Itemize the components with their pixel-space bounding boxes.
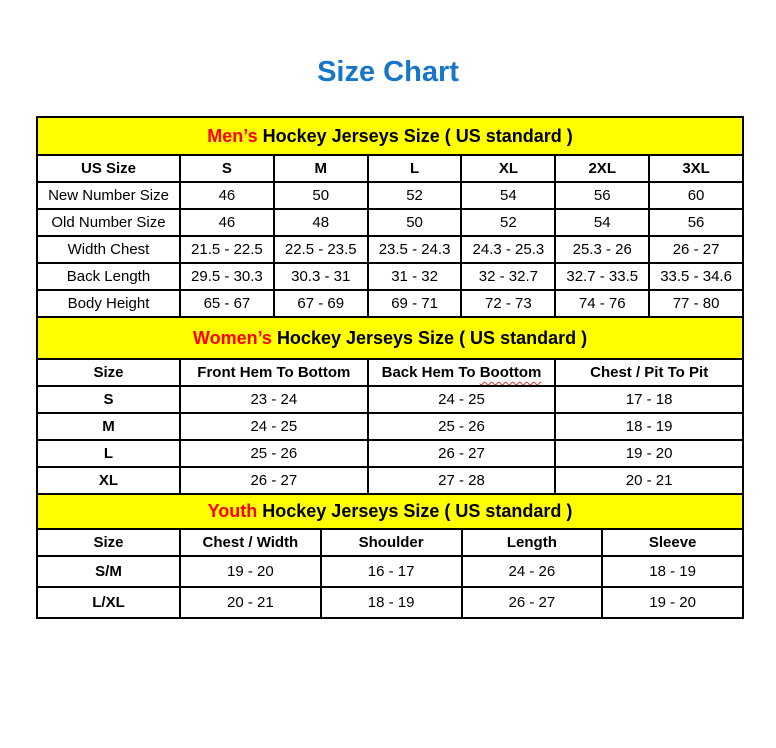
womens-col-front-hem: Front Hem To Bottom [180,359,368,386]
size-value-cell: 74 - 76 [555,290,649,317]
size-value-cell: 24.3 - 25.3 [461,236,555,263]
womens-row-m [37,413,743,440]
size-value-cell: 16 - 17 [321,556,462,587]
row-label: S [37,386,180,413]
youth-col-chest-width: Chest / Width [180,529,321,556]
mens-title-rest: Hockey Jerseys Size ( US standard ) [262,125,573,146]
size-value-cell: 21.5 - 22.5 [180,236,274,263]
size-value-cell: 30.3 - 31 [274,263,368,290]
size-value-cell: 65 - 67 [180,290,274,317]
row-label: New Number Size [37,182,180,209]
size-value-cell: 67 - 69 [274,290,368,317]
size-value-cell: 26 - 27 [462,587,603,618]
size-value-cell: 29.5 - 30.3 [180,263,274,290]
youth-col-sleeve: Sleeve [602,529,743,556]
mens-row-body-height [37,290,743,317]
mens-col-m: M [274,155,368,182]
womens-row-l [37,440,743,467]
size-chart-tables [36,116,744,619]
row-label: Body Height [37,290,180,317]
row-label: Width Chest [37,236,180,263]
youth-row-lxl [37,587,743,618]
youth-col-length: Length [462,529,603,556]
row-label: XL [37,467,180,494]
size-value-cell: 54 [461,182,555,209]
size-value-cell: 19 - 20 [555,440,743,467]
size-value-cell: 18 - 19 [321,587,462,618]
size-value-cell: 27 - 28 [368,467,556,494]
mens-col-2xl: 2XL [555,155,649,182]
page-title: Size Chart [317,56,459,88]
size-value-cell: 72 - 73 [461,290,555,317]
row-label: Back Length [37,263,180,290]
womens-col-back-hem-misspelled-word: Boottom [479,364,542,381]
womens-title-rest: Hockey Jerseys Size ( US standard ) [276,327,588,348]
size-value-cell: 19 - 20 [180,556,321,587]
womens-table-title [37,317,743,359]
size-value-cell: 23 - 24 [180,386,368,413]
youth-header-row [37,529,743,556]
youth-title-highlight: Youth [207,501,258,521]
mens-table-title-row [37,117,743,155]
size-value-cell: 19 - 20 [602,587,743,618]
womens-col-back-hem-text: Back Hem To [381,364,476,381]
size-value-cell: 22.5 - 23.5 [274,236,368,263]
size-value-cell: 32 - 32.7 [461,263,555,290]
size-value-cell: 50 [274,182,368,209]
row-label: M [37,413,180,440]
size-value-cell: 26 - 27 [180,467,368,494]
size-value-cell: 48 [274,209,368,236]
mens-col-xl: XL [461,155,555,182]
mens-title-highlight: Men’s [207,125,258,146]
size-value-cell: 60 [649,182,743,209]
womens-table-title-row [37,317,743,359]
size-value-cell: 25 - 26 [180,440,368,467]
womens-col-back-hem [368,359,556,386]
size-value-cell: 77 - 80 [649,290,743,317]
size-value-cell: 31 - 32 [368,263,462,290]
youth-title-rest: Hockey Jerseys Size ( US standard ) [262,501,573,521]
youth-row-sm [37,556,743,587]
size-value-cell: 24 - 25 [368,386,556,413]
mens-row-old-number [37,209,743,236]
size-value-cell: 18 - 19 [555,413,743,440]
youth-table-title-row [37,494,743,529]
size-value-cell: 46 [180,209,274,236]
size-value-cell: 20 - 21 [555,467,743,494]
size-value-cell: 32.7 - 33.5 [555,263,649,290]
size-value-cell: 24 - 26 [462,556,603,587]
mens-size-table [36,116,744,318]
size-value-cell: 24 - 25 [180,413,368,440]
size-value-cell: 69 - 71 [368,290,462,317]
size-value-cell: 52 [461,209,555,236]
size-value-cell: 26 - 27 [368,440,556,467]
mens-col-3xl: 3XL [649,155,743,182]
womens-title-highlight: Women’s [192,327,272,348]
size-value-cell: 25 - 26 [368,413,556,440]
mens-table-title [37,117,743,155]
size-value-cell: 23.5 - 24.3 [368,236,462,263]
size-value-cell: 20 - 21 [180,587,321,618]
womens-size-table [36,316,744,495]
mens-header-row [37,155,743,182]
size-value-cell: 50 [368,209,462,236]
womens-row-xl [37,467,743,494]
size-value-cell: 25.3 - 26 [555,236,649,263]
row-label: L/XL [37,587,180,618]
womens-row-s [37,386,743,413]
mens-col-l: L [368,155,462,182]
womens-col-size: Size [37,359,180,386]
size-value-cell: 46 [180,182,274,209]
mens-row-width-chest [37,236,743,263]
mens-col-us-size: US Size [37,155,180,182]
mens-row-back-length [37,263,743,290]
youth-col-shoulder: Shoulder [321,529,462,556]
size-value-cell: 18 - 19 [602,556,743,587]
row-label: Old Number Size [37,209,180,236]
youth-table-title [37,494,743,529]
mens-row-new-number [37,182,743,209]
size-value-cell: 26 - 27 [649,236,743,263]
row-label: S/M [37,556,180,587]
row-label: L [37,440,180,467]
size-value-cell: 17 - 18 [555,386,743,413]
youth-size-table [36,493,744,619]
size-value-cell: 52 [368,182,462,209]
size-value-cell: 56 [649,209,743,236]
womens-header-row [37,359,743,386]
size-value-cell: 54 [555,209,649,236]
youth-col-size: Size [37,529,180,556]
mens-col-s: S [180,155,274,182]
size-value-cell: 56 [555,182,649,209]
size-value-cell: 33.5 - 34.6 [649,263,743,290]
womens-col-chest: Chest / Pit To Pit [555,359,743,386]
